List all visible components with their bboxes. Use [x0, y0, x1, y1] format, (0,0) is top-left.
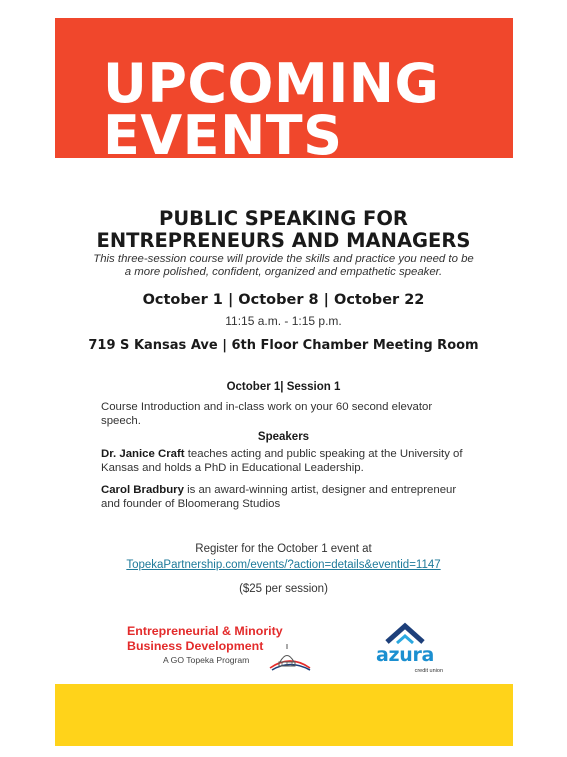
capitol-dome-icon [268, 640, 312, 672]
azura-roof-icon [365, 622, 445, 646]
speaker-name: Carol Bradbury [101, 484, 184, 496]
banner-title [103, 52, 440, 167]
course-intro: This three-session course will provide the skills and practice you need to be a more polished, confident, organized and empathetic speaker. [93, 253, 474, 278]
speaker-item [101, 447, 471, 475]
course-title-line1: PUBLIC SPEAKING FOR [159, 207, 408, 230]
banner-title-line1: UPCOMING [103, 52, 440, 115]
azura-wordmark: azura [375, 644, 435, 666]
speakers-heading: Speakers [257, 431, 310, 443]
emd-logo-tagline: A GO Topeka Program [163, 655, 250, 665]
header-banner [55, 18, 513, 167]
register-link-text[interactable]: TopekaPartnership.com/events/?action=details&eventid=1147 [126, 559, 441, 571]
speaker-bio: teaches acting and public speaking at the University of Kansas and holds a PhD in Educational Leadership. [101, 448, 463, 474]
speaker-item [101, 483, 471, 511]
register-link[interactable] [0, 559, 567, 571]
course-title [0, 208, 567, 252]
course-dates: October 1 | October 8 | October 22 [142, 292, 425, 308]
emd-logo-line1: Entrepreneurial & Minority [127, 624, 283, 638]
banner-title-line2: EVENTS [103, 104, 343, 167]
emd-logo-line2: Business Development [127, 639, 264, 653]
azura-subtitle: credit union [414, 668, 443, 674]
speaker-name: Dr. Janice Craft [101, 448, 185, 460]
speaker-bio: is an award-winning artist, designer and entrepreneur and founder of Bloomerang Studios [101, 484, 457, 510]
session-heading: October 1| Session 1 [226, 381, 341, 393]
register-text: Register for the October 1 event at [195, 543, 372, 555]
course-title-line2: ENTREPRENEURS AND MANAGERS [96, 229, 471, 252]
emd-logo [127, 624, 327, 672]
course-time: 11:15 a.m. - 1:15 p.m. [225, 314, 342, 328]
session-description: Course Introduction and in-class work on your 60 second elevator speech. [101, 401, 433, 427]
price-text: ($25 per session) [239, 583, 328, 595]
azura-logo [365, 622, 445, 678]
course-location: 719 S Kansas Ave | 6th Floor Chamber Meeting Room [88, 338, 479, 353]
footer-bar [55, 684, 513, 746]
